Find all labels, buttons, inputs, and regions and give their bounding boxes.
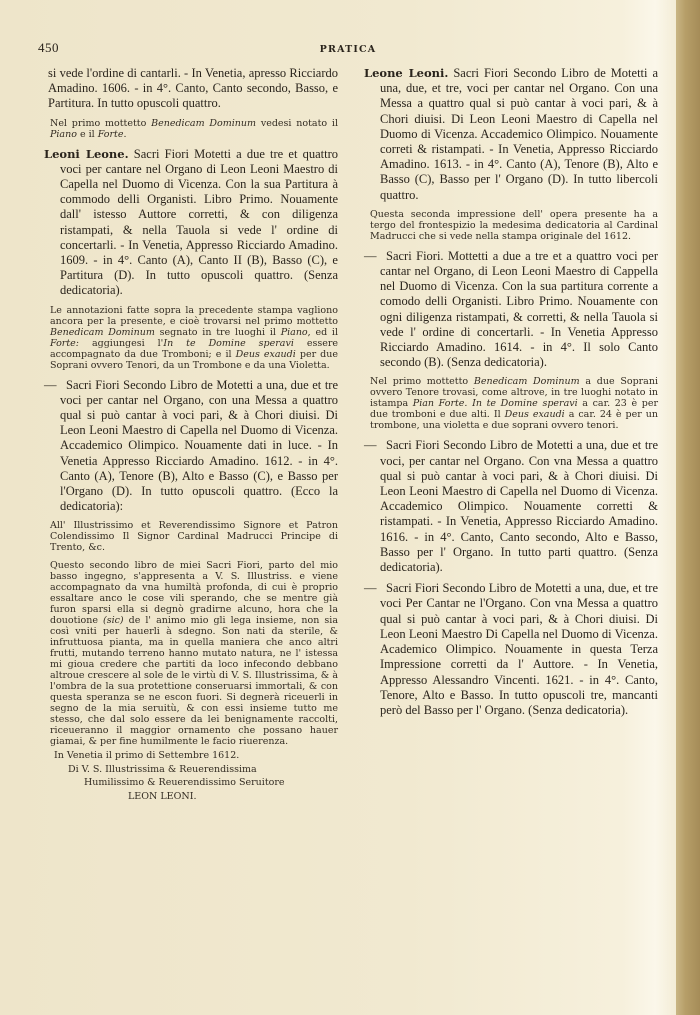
page-header xyxy=(38,40,658,62)
footnote-piano-forte: Nel primo mottetto Benedicam Dominum vedesi notato il Piano e il Forte. xyxy=(50,117,338,140)
footnote-second-impression: Questa seconda impressione dell' opera presente ha a tergo del frontespizio la medesima dedicatoria al Cardinal Madrucci che si vede nella stampa originale del 1612. xyxy=(370,208,658,242)
dedication-closing-1: Di V. S. Illustrissima & Reuerendissima xyxy=(68,763,257,775)
ditto-dash: — xyxy=(364,581,377,596)
running-title: PRATICA xyxy=(319,44,377,55)
entry-continuation: si vede l'ordine di cantarli. - In Venetia, apresso Ricciardo Amadino. 1606. - in 4°. Canto, Canto secondo, Basso, e Partitura. In tutto opuscoli quattro. xyxy=(48,66,338,111)
dedication-signature: LEON LEONI. xyxy=(128,790,197,802)
footnote-annotations: Le annotazioni fatte sopra la precedente stampa vagliono ancora per la presente, e cioè trovarsi nel primo mottetto Benedicam Dominum segnato in tre luoghi il Piano, ed il Forte: aggiungesi l'In te Domine speravi essere accompagnato da due Tromboni; e il Deus exaudi per due Soprani ovvero Tenori, da un Trombone e da una Violetta. xyxy=(50,304,338,371)
dedication-closing-2: Humilissimo & Reuerendissimo Seruitore xyxy=(84,777,285,789)
left-column xyxy=(38,66,338,802)
page-edge xyxy=(676,0,700,1015)
two-column-body xyxy=(38,66,658,802)
page-sheet xyxy=(38,0,658,822)
page-number: 450 xyxy=(38,40,59,55)
entry-leoni-1621: — Sacri Fiori Secondo Libro de Motetti a una, due, et tre voci Per Cantar ne l'Organo. Con vna Messa a quattro qual si può cantar à voci pari, & à Chori diuisi. Di Leon Leoni Maestro Di Capella nel Duomo di Vicenza. Academico Olimpico. Nouamente in questa Terza Impressione corretti da l' Auttore. - In Venetia, Appresso Alessandro Vincenti. 1621. - in 4°. Canto, Tenore, Alto e Basso. In tutto opuscoli tre, mancanti però del Basso per l' Organo. (Senza dedicatoria). xyxy=(364,581,658,717)
entry-leoni-1612: — Sacri Fiori Secondo Libro de Motetti a una, due et tre voci per cantar nel Organo, con una Messa a quattro qual si può cantar à voci pari, & à Chori diuisi. Di Leon Leoni Maestro di Capella nel Duomo di Vicenza. Accademico Olimpico. Nouamente dati in luce. - In Venetia Appresso Ricciardo Amadino. 1612. - in 4°. Canto (A), Tenore (B), Alto e Basso (C), e Basso per l'Organo (D). In tutto opuscoli quattro. (Ecco la dedicatoria): xyxy=(44,377,338,514)
ditto-dash: — xyxy=(364,438,377,453)
entry-leoni-1609: Leoni Leone. Sacri Fiori Motetti a due tre et quattro voci per cantare nel Organo di Leon Leoni Maestro di Capella nel Duomo di Vicenza. Con la sua Partitura à commodo delli Organisti. Libro Primo. Nouamente dall' istesso Auttore corretti, & con diligenza ristampati, & nella Tauola si vede l' ordine di concertarli. - In Venetia, Appresso Ricciardo Amadino. 1609. - in 4°. Canto (A), Canto II (B), Basso (C), e Partitura (D). In tutto opuscoli quattro. (Senza dedicatoria). xyxy=(44,146,338,298)
footnote-1614: Nel primo mottetto Benedicam Dominum a due Soprani ovvero Tenore trovasi, come altrove, in tre luoghi notato in istampa Pian Forte. In te Domine speravi a car. 23 è per due tromboni e due alti. Il Deus exaudi a car. 24 è per un trombone, una violetta e due soprani ovvero tenori. xyxy=(370,376,659,432)
ditto-dash: — xyxy=(44,377,57,392)
dedication-body: Questo secondo libro de miei Sacri Fiori, parto del mio basso ingegno, s'appresenta a V. S. Illustriss. e viene accompagnato da vna humiltà profonda, di cui è proprio essaltare anco le cose vili sperando, che se mentre già furon sparsi ella si degnò gradirne alcuno, hora che la douotione (sic) de l' animo mio gli lega insieme, non sia così vniti per hauerli à sdegno. Son nati da sterile, & infruttuosa pianta, ma in quella maniera che anco altri frutti, mutando terreno hanno mutato natura, ne l' istessa mi gioua credere che partiti da loco infecondo debbano altroue crescere al sole de le virtù di V. S. Illustrissima, & à l'ombra de la sua protettione conseruarsi immortali, & con questa speranza se ne escon fuori. Si degnerà riceuerli in segno de la mia seruitù, & con essi insieme tutto me stesso, che dal solo essere da lei benignamente raccolti, riceueranno il maggior ornamento che possano hauer giamai, & per fine humilmente le facio riuerenza. xyxy=(50,560,338,748)
entry-leoni-1616: — Sacri Fiori Secondo Libro de Motetti a una, due et tre voci, per cantar nel Organo. Con vna Messa a quattro qual si può cantar à voci pari, & à Chori diuisi. Di Leon Leoni Maestro di Capella nel Duomo di Vicenza. Accademico Olimpico. Nouamente corretti & ristampati. - In Venetia, Appresso Ricciardo Amadino. 1616. - in 4°. Canto, Canto secondo, Alto e Basso, Basso per l' Organo. In tutto parti quattro. (Senza dedicatoria). xyxy=(364,438,658,575)
entry-leoni-1614: — Sacri Fiori. Mottetti a due a tre et a quattro voci per cantar nel Organo, di Leon Leoni Maestro di Cappella nel Duomo di Vicenza. Con la sua partitura corrente a comodo delli Organisti. Libro Primo. Nouamente con ogni diligenza ristampati, & corretti, & nella Tauola si vede l' ordine di concertarli. - In Venetia Appresso Ricciardo Amadino. 1614. - in 4°. Il solo Canto secondo (B). (Senza dedicatoria). xyxy=(364,248,658,370)
entry-heading: Leoni Leone. xyxy=(44,146,129,161)
entry-heading: Leone Leoni. xyxy=(364,66,449,80)
ditto-dash: — xyxy=(364,248,377,263)
dedication-date: In Venetia il primo di Settembre 1612. xyxy=(54,750,240,762)
dedication-address: All' Illustrissimo et Reverendissimo Signore et Patron Colendissimo Il Signor Cardinal Madrucci Principe di Trento, &c. xyxy=(50,520,338,554)
right-column xyxy=(358,66,658,724)
entry-leoni-1613: Leone Leoni. Sacri Fiori Secondo Libro de Motetti a una, due, et tre, voci per cantar nel Organo. Con una Messa a quattro qual si può cantar à voci pari, & à Chori diuisi. Di Leon Leoni Maestro di Capella nel Duomo di Vicenza. Accademico Olimpico. Nouamente correti & ristampati. - In Venetia, Appresso Ricciardo Amadino. 1613. - in 4°. Canto (A), Tenore (B), Alto e Basso (C), Basso per l' Organo (D). In tutto libercoli quattro. xyxy=(364,66,658,202)
